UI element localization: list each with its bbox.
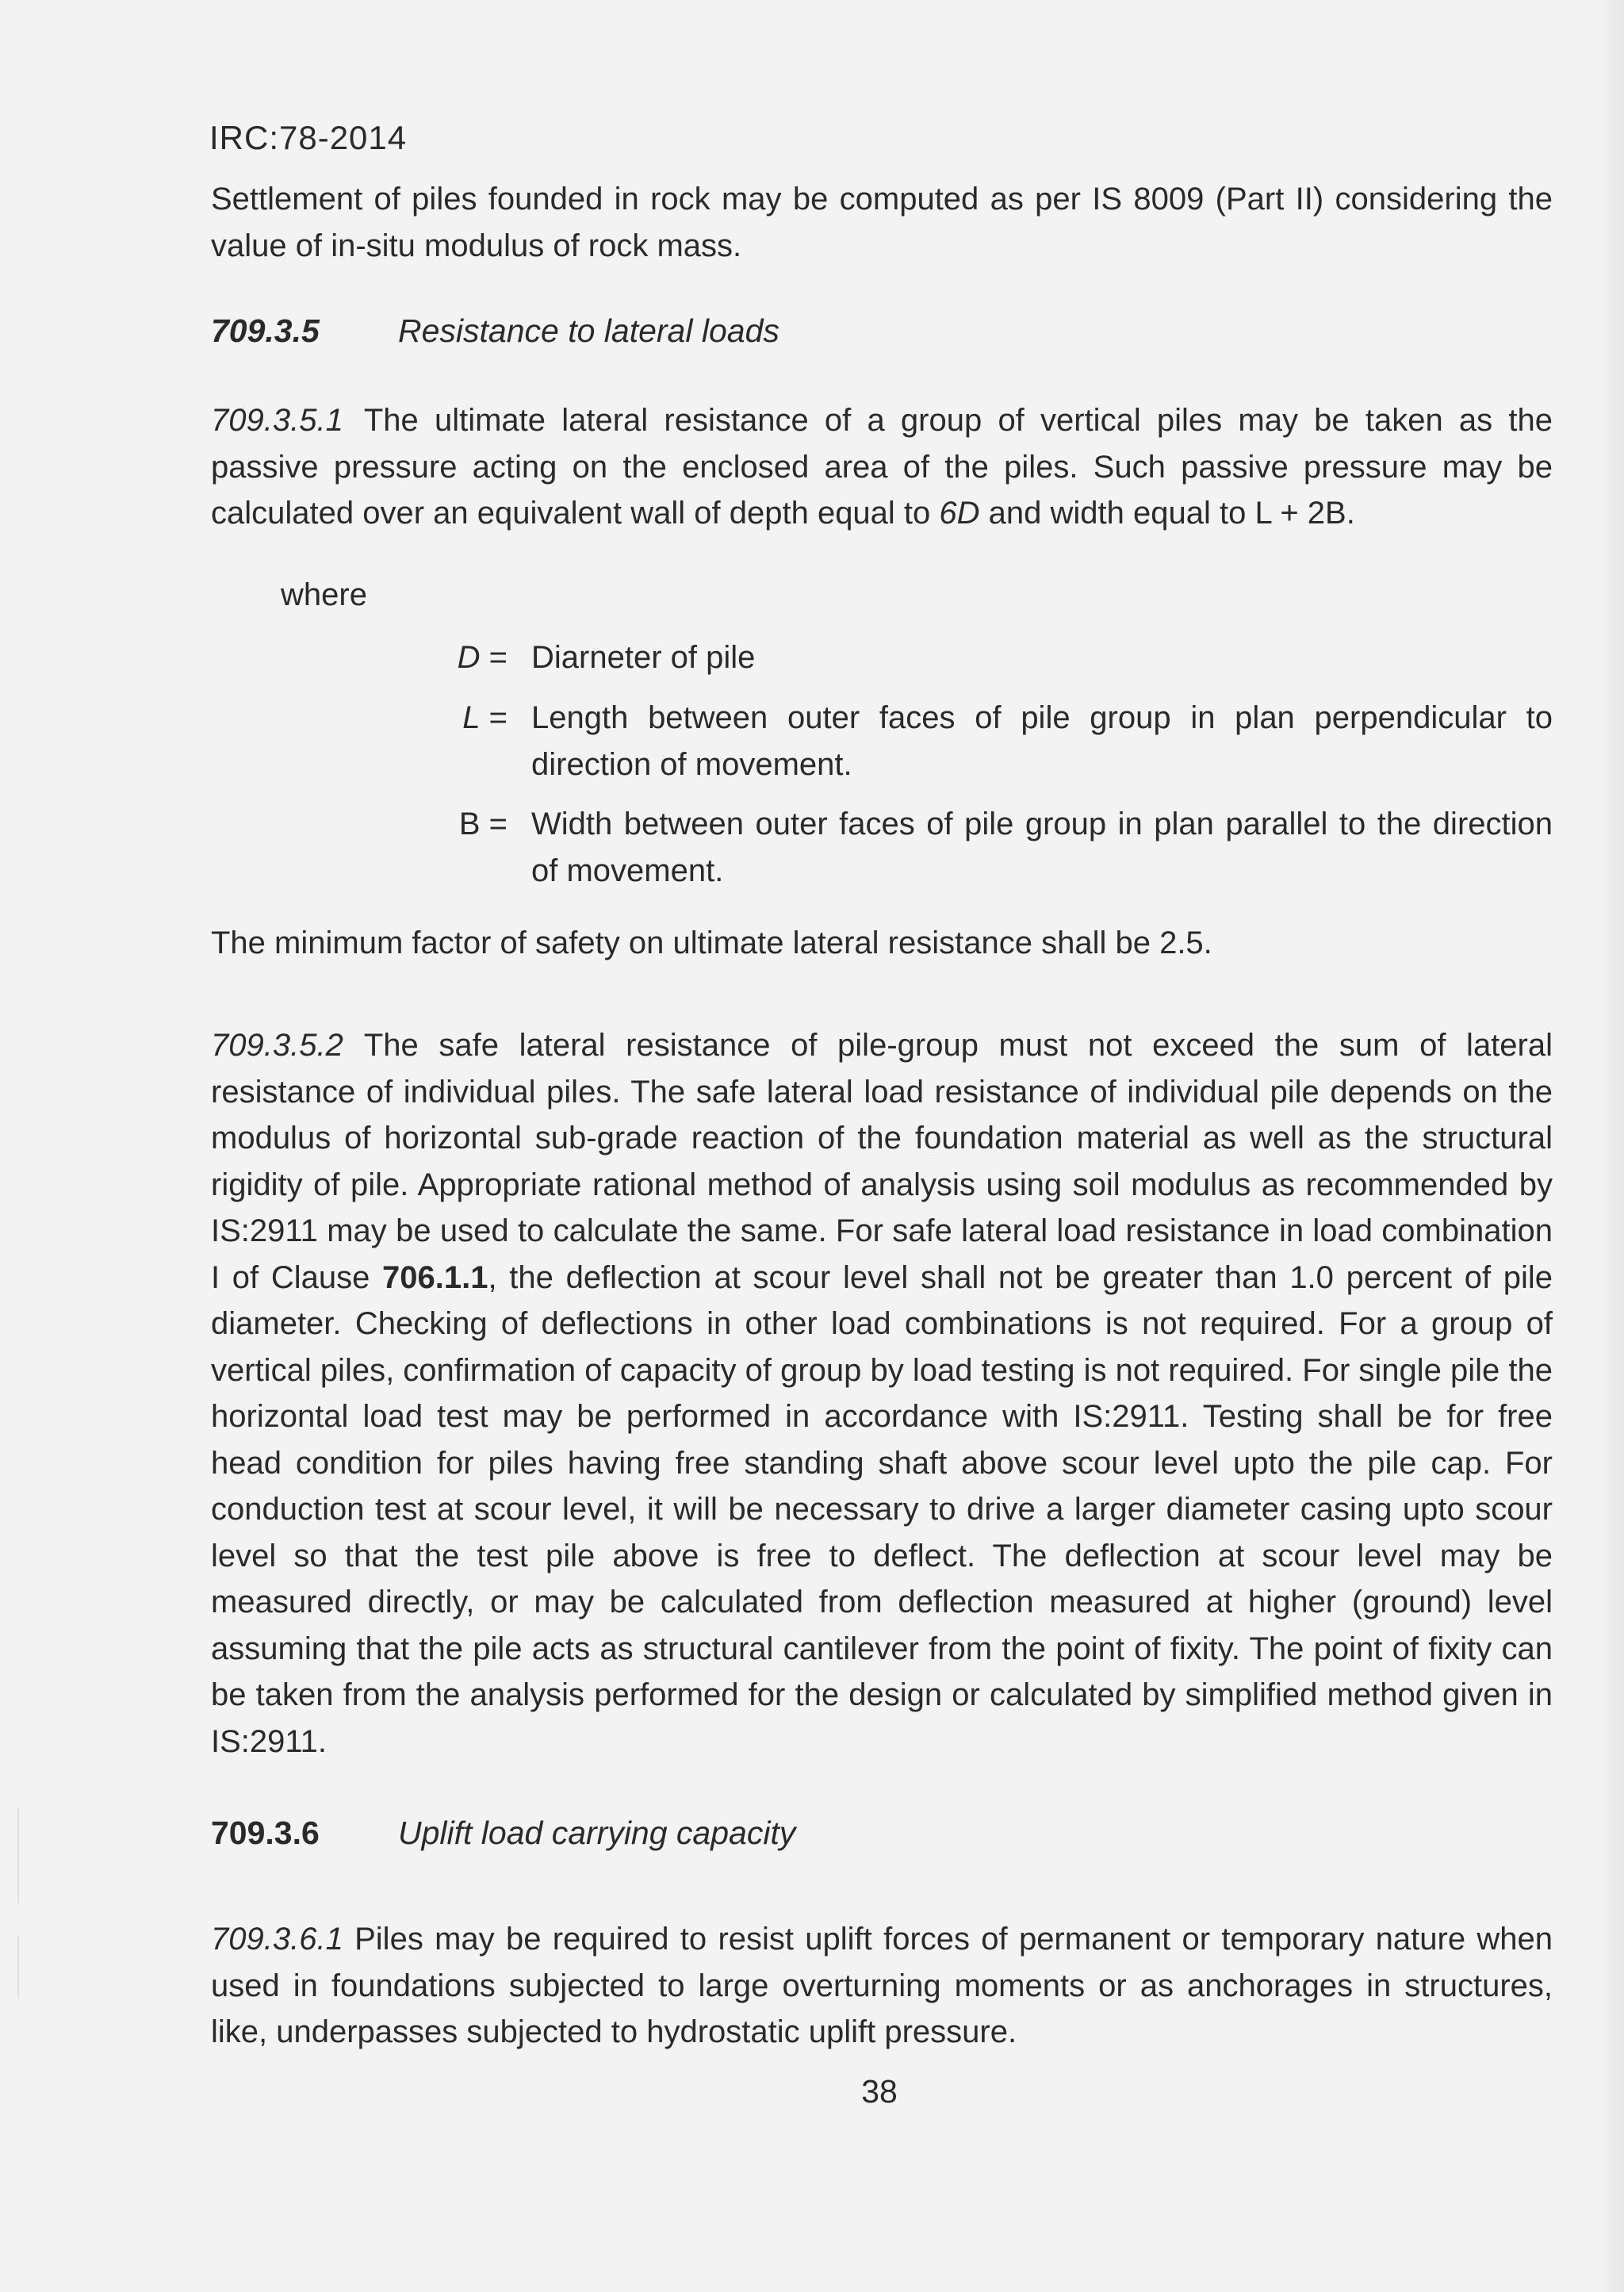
definition-symbol: L <box>462 700 481 735</box>
note-text: The minimum factor of safety on ultimate lateral resistance shall be 2.5. <box>211 926 1212 960</box>
clause-709-3-6-1 <box>211 1916 1553 2056</box>
minimum-safety-factor-note <box>211 920 1553 967</box>
section-heading-709-3-5 <box>211 312 779 350</box>
definition-text: Diarneter of pile <box>531 640 756 675</box>
section-number: 709.3.5 <box>211 312 320 349</box>
clause-709-3-5-2 <box>211 1022 1553 1765</box>
definition-equals: = <box>480 640 508 675</box>
clause-text: Piles may be required to resist uplift forces of permanent or temporary nature when used in foundations subjected to large overturning moments or as anchorages in structures, like, underpasses subjected to hydrostatic uplift pressure. <box>211 1922 1553 2049</box>
scan-margin-mark <box>17 1935 19 1999</box>
intro-paragraph <box>211 176 1553 269</box>
clause-text: The safe lateral resistance of pile-group must not exceed the sum of lateral resistance of individual piles. The safe lateral load resistance of individual pile depends on the modulus of horizontal sub-grade reaction of the foundation material as well as the structural rigidity of pile. Appropriate rational method of analysis using soil modulus as recommended by IS:2911 may be used to calculate the same. For safe lateral load resistance in load combination I of Clause <box>211 1028 1553 1295</box>
document-code-header: IRC:78-2014 <box>209 119 408 156</box>
section-heading-709-3-6 <box>211 1815 795 1852</box>
scan-margin-mark <box>17 1808 19 1903</box>
definition-equals: = <box>480 807 508 841</box>
definition-text: Width between outer faces of pile group in plan parallel to the direction of movement. <box>531 807 1553 888</box>
clause-text-emphasis: 6D <box>939 496 980 531</box>
clause-reference: 706.1.1 <box>382 1259 488 1295</box>
clause-number: 709.3.5.2 <box>211 1028 343 1063</box>
intro-text: Settlement of piles founded in rock may be computed as per IS 8009 (Part II) considering the value of in-situ modulus of rock mass. <box>211 182 1553 263</box>
clause-text: , the deflection at scour level shall not be greater than 1.0 percent of pile diameter. Checking of deflections in other load combinations is not required. For a group of vertical piles, confirmation of capacity of group by load testing is not required. For single pile the horizontal load test may be performed in accordance with IS:2911. Testing shall be for free head condition for piles having free standing shaft above scour level upto the pile cap. For conduction test at scour level, it will be necessary to drive a larger diameter casing upto scour level so that the test pile above is free to deflect. The deflection at scour level may be measured directly, or may be calculated from deflection measured at higher (ground) level assuming that the pile acts as structural cantilever from the point of fixity. The point of fixity can be taken from the analysis performed for the design or calculated by simplified method given in IS:2911. <box>211 1259 1553 1759</box>
clause-text: and width equal to L + 2B. <box>979 496 1355 531</box>
clause-number: 709.3.5.1 <box>211 403 343 438</box>
clause-709-3-5-1 <box>211 397 1553 537</box>
section-title: Uplift load carrying capacity <box>398 1815 796 1851</box>
definition-text: Length between outer faces of pile group in plan perpendicular to direction of movement. <box>531 700 1553 782</box>
definition-symbol: D <box>457 640 481 675</box>
clause-number: 709.3.6.1 <box>211 1922 343 1957</box>
clause-text: The ultimate lateral resistance of a group of vertical piles may be taken as the passive pressure acting on the enclosed area of the piles. Such passive pressure may be calculated over an equivalent wall of depth equal to <box>211 403 1553 531</box>
definition-symbol: B <box>458 807 481 841</box>
definition-equals: = <box>480 700 508 735</box>
page-number: 38 <box>861 2073 898 2110</box>
where-label: where <box>281 577 367 612</box>
section-title: Resistance to lateral loads <box>398 312 779 349</box>
section-number: 709.3.6 <box>211 1815 320 1851</box>
